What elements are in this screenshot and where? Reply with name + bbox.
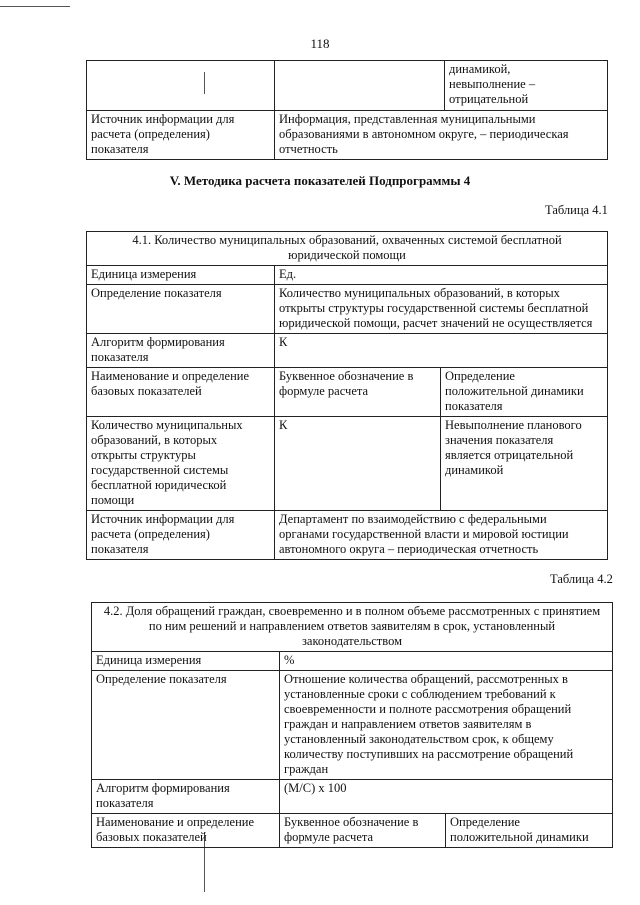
cell-line: Буквенное обозначение в [284, 815, 419, 829]
cell-line: динамикой [445, 463, 504, 477]
base-dynamics-header [446, 814, 613, 848]
base-label [87, 368, 275, 417]
table-cell [87, 61, 275, 111]
base-dynamics-header [441, 368, 608, 417]
cell-line: динамикой, [449, 62, 511, 76]
cell-line: Отношение количества обращений, рассмотренных в [284, 672, 568, 686]
definition-label: Определение показателя [92, 671, 280, 780]
source-label [87, 111, 275, 160]
cell-line: Буквенное обозначение в [279, 369, 414, 383]
definition-label: Определение показателя [87, 285, 275, 334]
table-row [87, 111, 608, 160]
cell-line: показателя [91, 142, 149, 156]
cell-line: Количество муниципальных [91, 418, 243, 432]
table-row [92, 780, 613, 814]
table-row [92, 671, 613, 780]
cell-line: невыполнение – [449, 77, 536, 91]
table-row [87, 334, 608, 368]
table-cell [275, 61, 445, 111]
table-label: Таблица 4.2 [550, 572, 613, 586]
cell-line: помощи [91, 493, 135, 507]
cell-line: 4.1. Количество муниципальных образований, охваченных системой бесплатной [132, 233, 562, 247]
cell-line: расчета (определения) [91, 127, 210, 141]
cell-line: показателя [91, 350, 149, 364]
definition-value [275, 285, 608, 334]
table-4-2 [91, 602, 613, 848]
cell-line: базовых показателей [96, 830, 207, 844]
source-value [275, 511, 608, 560]
cell-line: Определение [445, 369, 515, 383]
unit-label: Единица измерения [92, 652, 280, 671]
cell-line: органами государственной власти и мировой юстиции [279, 527, 569, 541]
cell-line: законодательством [301, 634, 403, 648]
cell-line: установленные сроки с соблюдением требований к [284, 687, 556, 701]
cell-line: образованиями в автономном округе, – периодическая [279, 127, 569, 141]
cell-line: государственной системы [91, 463, 229, 477]
cell-line: открыты структуры государственной системы бесплатной [279, 301, 589, 315]
table-4-1 [86, 231, 608, 560]
cell-line: формуле расчета [284, 830, 374, 844]
algorithm-label [87, 334, 275, 368]
table-row [87, 511, 608, 560]
cell-line: установленный законодательством срок, к общему [284, 732, 554, 746]
table-row [87, 266, 608, 285]
cell-line: Невыполнение планового [445, 418, 582, 432]
cell-line: автономного округа – периодическая отчетность [279, 542, 539, 556]
cell-line: количеству поступивших на рассмотрение обращений [284, 747, 574, 761]
algorithm-label [92, 780, 280, 814]
cell-line: своевременности и полноте рассмотрения обращений [284, 702, 572, 716]
table-row [87, 61, 608, 111]
section-title: V. Методика расчета показателей Подпрограммы 4 [169, 173, 471, 188]
base-label [92, 814, 280, 848]
cell-line: образований, в которых [91, 433, 218, 447]
cell-line: показателя [91, 542, 149, 556]
unit-value: Ед. [275, 266, 608, 285]
scan-artifact-line [0, 6, 70, 7]
cell-line: Определение [450, 815, 520, 829]
cell-line: является отрицательной [445, 448, 574, 462]
base-symbol-header [280, 814, 446, 848]
cell-line: Алгоритм формирования [91, 335, 225, 349]
cell-line: расчета (определения) [91, 527, 210, 541]
algorithm-value: К [275, 334, 608, 368]
algorithm-value: (М/С) х 100 [280, 780, 613, 814]
cell-line: формуле расчета [279, 384, 369, 398]
cell-line: отрицательной [449, 92, 529, 106]
table-row [92, 603, 613, 652]
base-symbol-header [275, 368, 441, 417]
cell-line: Информация, представленная муниципальными [279, 112, 536, 126]
indicator-symbol: К [275, 417, 441, 511]
top-table [86, 60, 608, 160]
table-title [92, 603, 613, 652]
table-row [87, 417, 608, 511]
page-number: 118 [310, 36, 330, 51]
unit-value: % [280, 652, 613, 671]
cell-line: Источник информации для [91, 512, 235, 526]
cell-line: бесплатной юридической [91, 478, 227, 492]
cell-line: по ним решений и направлением ответов заявителям в срок, установленный [148, 619, 556, 633]
table-row [92, 814, 613, 848]
source-value [275, 111, 608, 160]
source-label [87, 511, 275, 560]
cell-line: показателя [445, 399, 503, 413]
cell-line: базовых показателей [91, 384, 202, 398]
cell-line: Источник информации для [91, 112, 235, 126]
table-row [87, 285, 608, 334]
cell-line: отчетность [279, 142, 338, 156]
indicator-dynamics [441, 417, 608, 511]
table-row [87, 368, 608, 417]
cell-line: граждан и направлением ответов заявителям в [284, 717, 532, 731]
cell-line: показателя [96, 796, 154, 810]
cell-line: Алгоритм формирования [96, 781, 230, 795]
cell-line: Департамент по взаимодействию с федеральными [279, 512, 547, 526]
indicator-label [87, 417, 275, 511]
unit-label: Единица измерения [87, 266, 275, 285]
cell-line: положительной динамики [445, 384, 584, 398]
table-row [87, 232, 608, 266]
cell-line: юридической помощи, расчет значений не осуществляется [279, 316, 593, 330]
table-title [87, 232, 608, 266]
definition-value [280, 671, 613, 780]
table-cell [445, 61, 608, 111]
cell-line: Количество муниципальных образований, в которых [279, 286, 560, 300]
cell-line: значения показателя [445, 433, 554, 447]
table-label: Таблица 4.1 [545, 203, 608, 217]
cell-line: Наименование и определение [96, 815, 255, 829]
cell-line: Наименование и определение [91, 369, 250, 383]
cell-line: 4.2. Доля обращений граждан, своевременно и в полном объеме рассмотренных с принятием [103, 604, 601, 618]
cell-line: открыты структуры [91, 448, 196, 462]
cell-line: положительной динамики [450, 830, 589, 844]
table-row [92, 652, 613, 671]
cell-line: граждан [284, 762, 329, 776]
cell-line: юридической помощи [288, 248, 406, 262]
